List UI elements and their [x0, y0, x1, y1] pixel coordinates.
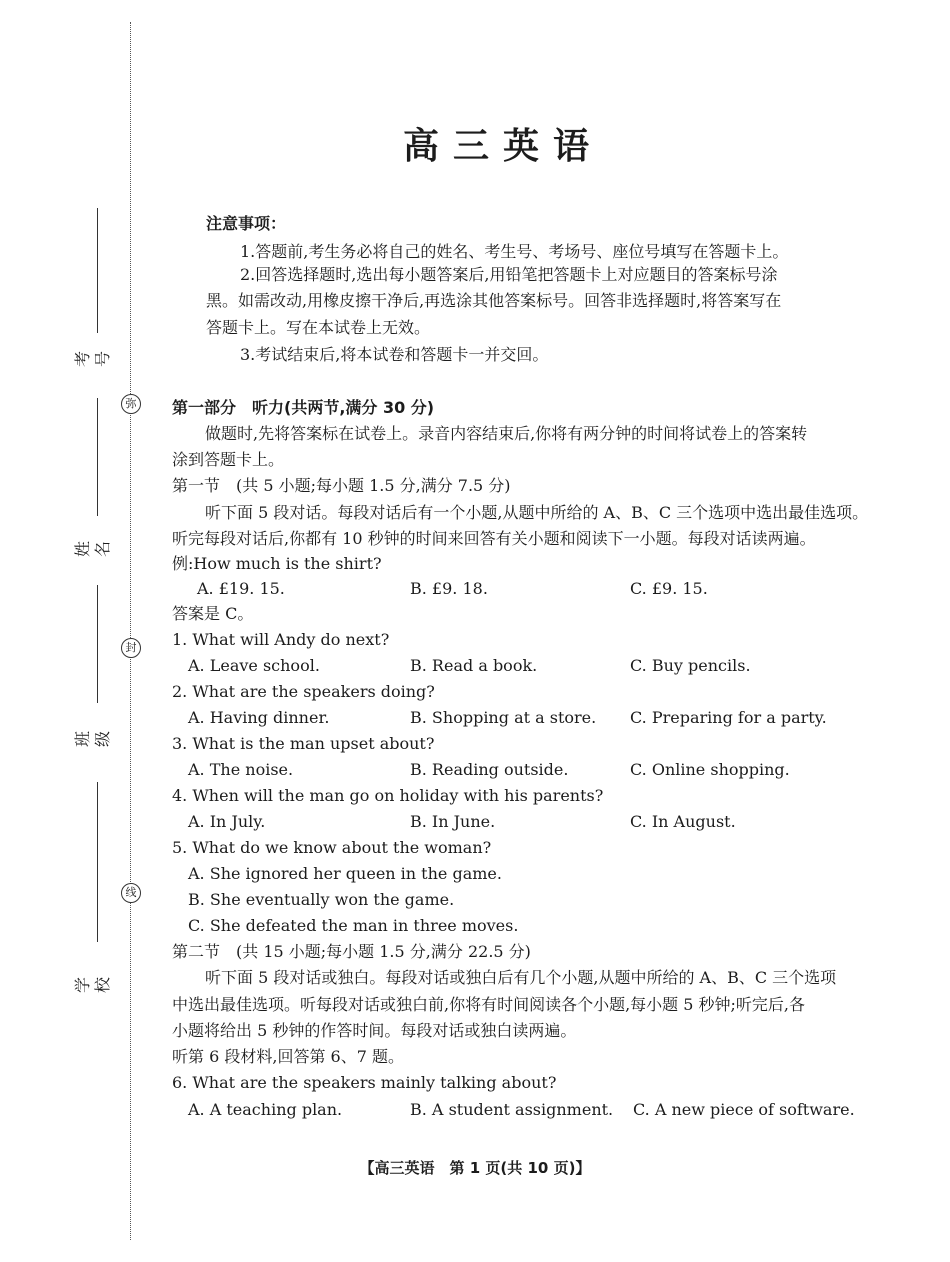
section2-intro: 小题将给出 5 秒钟的作答时间。每段对话或独白读两遍。: [172, 1021, 577, 1040]
seal-feng: 封: [121, 638, 141, 658]
option: B. Reading outside.: [410, 760, 569, 779]
notice-heading: 注意事项：: [206, 214, 287, 233]
option: C. Online shopping.: [630, 760, 790, 779]
example-option: C. £9. 15.: [630, 579, 708, 598]
section2-heading: 第二节 (共 15 小题;每小题 1.5 分,满分 22.5 分): [172, 942, 531, 961]
section2-intro: 听下面 5 段对话或独白。每段对话或独白后有几个小题,从题中所给的 A、B、C 三个选项: [205, 968, 837, 987]
example-question: 例:How much is the shirt?: [172, 554, 382, 573]
notice-line: 黑。如需改动,用橡皮擦干净后,再选涂其他答案标号。回答非选择题时,将答案写在: [206, 291, 782, 310]
name-line: [97, 585, 98, 703]
part1-heading: 第一部分 听力(共两节,满分 30 分): [172, 398, 435, 417]
option: C. A new piece of software.: [633, 1100, 855, 1119]
seal-xian: 线: [121, 883, 141, 903]
question: 2. What are the speakers doing?: [172, 682, 435, 701]
cut-line: [130, 22, 131, 1240]
option: B. Read a book.: [410, 656, 538, 675]
name-label: 姓名: [73, 541, 112, 558]
option: B. She eventually won the game.: [188, 890, 455, 909]
notice-line: 答题卡上。写在本试卷上无效。: [206, 318, 431, 337]
material-note: 听第 6 段材料,回答第 6、7 题。: [172, 1047, 404, 1066]
school-label: 学校: [73, 977, 112, 994]
notice-line: 3.考试结束后,将本试卷和答题卡一并交回。: [240, 345, 549, 364]
option: A. In July.: [188, 812, 266, 831]
question: 4. When will the man go on holiday with his parents?: [172, 786, 604, 805]
option: C. In August.: [630, 812, 736, 831]
option: B. In June.: [410, 812, 496, 831]
option: A. The noise.: [188, 760, 294, 779]
class-line: [97, 782, 98, 942]
option: C. She defeated the man in three moves.: [188, 916, 519, 935]
option: B. Shopping at a store.: [410, 708, 597, 727]
option: A. She ignored her queen in the game.: [188, 864, 502, 883]
name-line-top: [97, 398, 98, 516]
section2-intro: 中选出最佳选项。听每段对话或独白前,你将有时间阅读各个小题,每小题 5 秒钟;听完后,各: [172, 995, 806, 1014]
page-footer: 【高三英语 第 1 页(共 10 页)】: [359, 1159, 591, 1177]
notice-line: 2.回答选择题时,选出每小题答案后,用铅笔把答题卡上对应题目的答案标号涂: [240, 265, 778, 284]
notice-line: 1.答题前,考生务必将自己的姓名、考生号、考场号、座位号填写在答题卡上。: [240, 242, 789, 261]
exam-number-label: 考号: [73, 351, 112, 368]
question: 3. What is the man upset about?: [172, 734, 435, 753]
part1-intro: 做题时,先将答案标在试卷上。录音内容结束后,你将有两分钟的时间将试卷上的答案转: [205, 424, 808, 443]
option: C. Preparing for a party.: [630, 708, 827, 727]
seal-mi: 弥: [121, 394, 141, 414]
option: A. Having dinner.: [188, 708, 330, 727]
option: C. Buy pencils.: [630, 656, 751, 675]
class-label: 班级: [73, 731, 112, 748]
example-answer: 答案是 C。: [172, 604, 254, 623]
section1-intro: 听下面 5 段对话。每段对话后有一个小题,从题中所给的 A、B、C 三个选项中选出最佳选项。: [205, 503, 869, 522]
option: A. A teaching plan.: [188, 1100, 343, 1119]
question: 5. What do we know about the woman?: [172, 838, 492, 857]
exam-number-line: [97, 208, 98, 333]
question: 1. What will Andy do next?: [172, 630, 390, 649]
section1-intro: 听完每段对话后,你都有 10 秒钟的时间来回答有关小题和阅读下一小题。每段对话读两遍。: [172, 529, 816, 548]
page-title: 高三英语: [402, 126, 603, 167]
section1-heading: 第一节 (共 5 小题;每小题 1.5 分,满分 7.5 分): [172, 476, 511, 495]
option: B. A student assignment.: [410, 1100, 614, 1119]
example-option: A. £19. 15.: [197, 579, 285, 598]
option: A. Leave school.: [188, 656, 320, 675]
question: 6. What are the speakers mainly talking about?: [172, 1073, 557, 1092]
example-option: B. £9. 18.: [410, 579, 488, 598]
part1-intro: 涂到答题卡上。: [172, 450, 285, 469]
